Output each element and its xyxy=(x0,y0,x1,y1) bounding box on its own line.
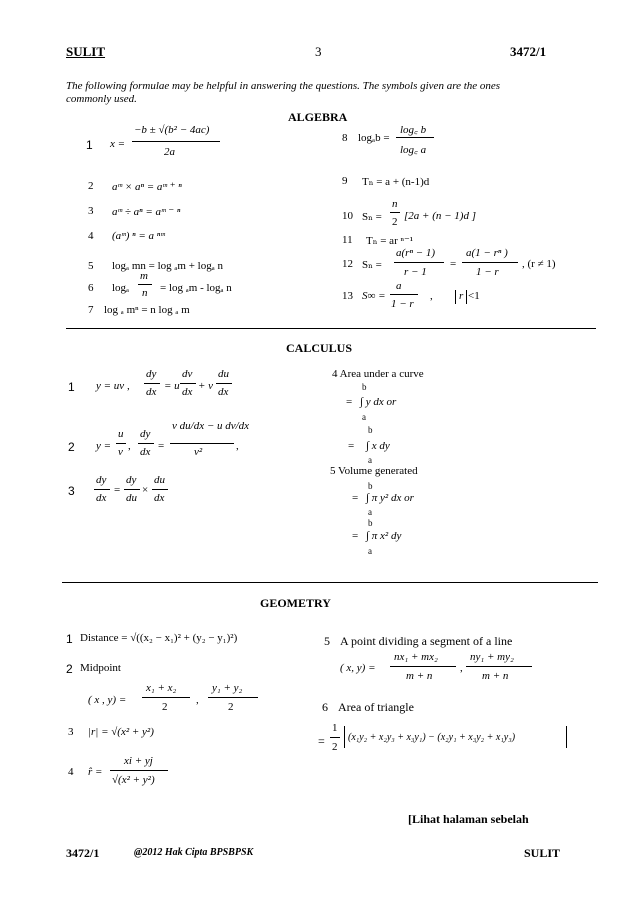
geo-g6-bar xyxy=(330,737,340,738)
calc-c2-bar-3 xyxy=(170,443,234,444)
footer-code: 3472/1 xyxy=(66,846,100,860)
geo-n5: 5 xyxy=(324,634,330,648)
alg-f8-num: log꜀ b xyxy=(400,124,427,136)
geo-g2-den1: 2 xyxy=(162,701,168,713)
calc-c2-v: v xyxy=(118,446,123,458)
calc-c2-dx: dx xyxy=(140,446,151,458)
alg-f11: Tₙ = ar ⁿ⁻¹ xyxy=(366,235,414,247)
geo-g6-abs-right xyxy=(566,726,567,748)
alg-f6-rhs: = log ₐm - logₐ n xyxy=(160,282,232,294)
geo-g5: A point dividing a segment of a line xyxy=(340,634,513,648)
calc-c2-comma2: , xyxy=(236,440,239,452)
alg-f12-lhs: Sₙ = xyxy=(362,259,382,271)
calc-c5-int2: ∫ π x² dy xyxy=(366,530,402,542)
geo-g5-comma: , xyxy=(460,662,463,674)
geo-g4-num: xi + yj xyxy=(124,755,153,767)
alg-f1-fraction-bar xyxy=(132,141,220,142)
geo-g5-den2: m + n xyxy=(482,670,509,682)
alg-f6-num: m xyxy=(140,270,148,282)
calc-c2-bar-1 xyxy=(116,443,126,444)
calc-c4-int2: ∫ x dy xyxy=(366,440,390,452)
header-sulit: SULIT xyxy=(66,44,106,59)
calc-c1-dv: dv xyxy=(182,368,193,380)
calc-n5: 5 Volume generated xyxy=(330,465,418,477)
alg-n6: 6 xyxy=(88,282,94,294)
alg-n10: 10 xyxy=(342,210,353,222)
footer-copyright: @2012 Hak Cipta BPSBPSK xyxy=(134,847,254,858)
alg-n12: 12 xyxy=(342,258,353,270)
alg-f3: aᵐ ÷ aⁿ = aᵐ ⁻ ⁿ xyxy=(112,206,181,218)
alg-n3: 3 xyxy=(88,205,94,217)
intro-line-1: The following formulae may be helpful in answering the questions. The symbols given are the ones xyxy=(66,80,501,92)
calc-c3-dy: dy xyxy=(96,474,107,486)
geo-g2: Midpoint xyxy=(80,662,121,674)
alg-n7: 7 xyxy=(88,304,94,316)
geo-g2-num1: x₁ + x₂ xyxy=(146,682,177,694)
calc-c3-times: × xyxy=(142,484,149,496)
alg-f12-eq: = xyxy=(450,258,457,270)
calc-c3-eq: = xyxy=(114,484,121,496)
alg-f9: Tₙ = a + (n-1)d xyxy=(362,176,430,188)
calc-c1-bar-1 xyxy=(144,383,160,384)
header-code: 3472/1 xyxy=(510,44,547,59)
calc-c5-eq1: = xyxy=(352,492,359,504)
calc-c3-dy2: dy xyxy=(126,474,137,486)
geo-g3: |r| = √(x² + y²) xyxy=(88,726,154,738)
algebra-divider xyxy=(66,328,596,329)
alg-f10-fraction-bar xyxy=(390,212,400,213)
alg-f1-den: 2a xyxy=(164,146,175,158)
alg-f13-den: 1 − r xyxy=(391,298,414,310)
calc-c1-bar-2 xyxy=(180,383,196,384)
calc-c1-dx2: dx xyxy=(182,386,193,398)
calc-c1-dx3: dx xyxy=(218,386,229,398)
geo-g4-den: √(x² + y²) xyxy=(112,774,155,786)
alg-n5: 5 xyxy=(88,260,94,272)
calc-c5-a1: a xyxy=(368,507,372,517)
alg-n11: 11 xyxy=(342,234,353,246)
page-number: 3 xyxy=(315,44,322,59)
geo-g6-eq: = xyxy=(318,734,325,748)
calc-c4-b1: b xyxy=(362,382,367,392)
calc-c1-plus: + v xyxy=(198,380,214,392)
calc-c5-b1: b xyxy=(368,481,373,491)
alg-f4: (aᵐ) ⁿ = a ⁿᵐ xyxy=(112,230,165,242)
alg-f2: aᵐ × aⁿ = aᵐ ⁺ ⁿ xyxy=(112,181,182,193)
calc-c5-int1: ∫ π y² dx or xyxy=(366,492,414,504)
alg-f10-rhs: [2a + (n − 1)d ] xyxy=(404,210,476,222)
calc-c2-y: y = xyxy=(96,440,112,452)
alg-f12-fraction-bar-2 xyxy=(462,262,518,263)
geo-g5-den1: m + n xyxy=(406,670,433,682)
geo-n1: 1 xyxy=(66,632,73,646)
geo-g2-lhs: ( x , y) = xyxy=(88,694,127,706)
calc-c5-b2: b xyxy=(368,518,373,528)
alg-n1: 1 xyxy=(86,138,93,152)
alg-n2: 2 xyxy=(88,180,94,192)
calc-c1-bar-3 xyxy=(216,383,232,384)
alg-f10-num: n xyxy=(392,198,398,210)
geo-n3: 3 xyxy=(68,726,74,738)
alg-n9: 9 xyxy=(342,175,348,187)
calculus-title: CALCULUS xyxy=(286,341,353,355)
calc-c5-a2: a xyxy=(368,546,372,556)
calc-c4-int1: ∫ y dx or xyxy=(360,396,397,408)
alg-f5: logₐ mn = log ₐm + logₐ n xyxy=(112,260,223,272)
calc-c2-dy: dy xyxy=(140,428,151,440)
calc-c2-num: v du/dx − u dv/dx xyxy=(172,420,250,432)
alg-f8-den: log꜀ a xyxy=(400,144,427,156)
geo-g4-bar xyxy=(110,770,168,771)
calc-c1-dy: dy xyxy=(146,368,157,380)
alg-n13: 13 xyxy=(342,290,353,302)
alg-f1-num: −b ± √(b² − 4ac) xyxy=(134,124,210,136)
geo-g6-num: 1 xyxy=(332,722,338,734)
calc-c1-dx: dx xyxy=(146,386,157,398)
alg-f1-x: x = xyxy=(110,138,126,150)
calc-c3-bar-2 xyxy=(124,489,140,490)
calc-c4-b2: b xyxy=(368,425,373,435)
calc-c4-eq1: = xyxy=(346,396,353,408)
calc-c3-du2: du xyxy=(154,474,165,486)
calc-n4: 4 Area under a curve xyxy=(332,368,424,380)
alg-f12-fraction-bar-1 xyxy=(394,262,444,263)
alg-f13-cond-b: r xyxy=(459,290,464,302)
algebra-title: ALGEBRA xyxy=(288,110,348,124)
calc-n1: 1 xyxy=(68,380,75,394)
geo-n2: 2 xyxy=(66,662,73,676)
calc-c3-bar-1 xyxy=(94,489,110,490)
next-page-note: [Lihat halaman sebelah xyxy=(408,812,529,826)
calc-c2-u: u xyxy=(118,428,124,440)
intro-line-2: commonly used. xyxy=(66,93,137,105)
alg-f12-cond: , (r ≠ 1) xyxy=(522,258,556,270)
calc-c4-a2: a xyxy=(368,455,372,465)
geo-n6: 6 xyxy=(322,700,328,714)
alg-f6-lhs: logₐ xyxy=(112,282,130,294)
calc-n2: 2 xyxy=(68,440,75,454)
alg-f6-fraction-bar xyxy=(138,284,152,285)
geo-g5-num1: nx₁ + mx₂ xyxy=(394,651,438,663)
calc-c4-a1: a xyxy=(362,412,366,422)
alg-f12-num2: a(1 − rⁿ ) xyxy=(466,247,508,259)
geo-g2-comma: , xyxy=(196,694,199,706)
alg-n4: 4 xyxy=(88,230,94,242)
alg-f13-cond-c: <1 xyxy=(468,290,480,302)
calc-c1-lhs: y = uv , xyxy=(96,380,130,392)
geo-g2-bar-2 xyxy=(208,697,258,698)
alg-f13-cond-a: , xyxy=(430,290,433,302)
alg-f7: log ₐ mⁿ = n log ₐ m xyxy=(104,304,190,316)
geo-g5-bar-1 xyxy=(390,666,456,667)
alg-f10-den: 2 xyxy=(392,216,398,228)
calc-c5-eq2: = xyxy=(352,530,359,542)
calc-c3-bar-3 xyxy=(152,489,168,490)
geometry-title: GEOMETRY xyxy=(260,596,331,610)
calc-c2-den: v² xyxy=(194,446,203,458)
alg-f6-den: n xyxy=(142,287,148,299)
alg-f12-num1: a(rⁿ − 1) xyxy=(396,247,435,259)
alg-f12-den1: r − 1 xyxy=(404,266,427,278)
geo-g5-num2: ny₁ + my₂ xyxy=(470,651,514,663)
geo-g6-expr: (x₁y₂ + x₂y₃ + x₃y₁) − (x₂y₁ + x₃y₂ + x₁y₃) xyxy=(348,732,516,743)
alg-f8-lhs: logₐb = xyxy=(358,132,390,144)
calc-c3-dx2: dx xyxy=(154,492,165,504)
geo-g2-den2: 2 xyxy=(228,701,234,713)
calc-n3: 3 xyxy=(68,484,75,498)
geo-g5-bar-2 xyxy=(466,666,532,667)
geo-g2-bar-1 xyxy=(142,697,190,698)
alg-n8: 8 xyxy=(342,132,348,144)
calc-c3-du: du xyxy=(126,492,137,504)
alg-f8-fraction-bar xyxy=(396,137,434,138)
calc-c2-bar-2 xyxy=(138,443,154,444)
alg-f13-lhs: S∞ = xyxy=(362,290,386,302)
alg-f13-fraction-bar xyxy=(390,294,418,295)
alg-f13-num: a xyxy=(396,280,402,292)
geo-n4: 4 xyxy=(68,766,74,778)
geo-g6-den: 2 xyxy=(332,741,338,753)
geo-g5-lhs: ( x, y) = xyxy=(340,662,376,674)
alg-f13-abs-left xyxy=(455,290,456,304)
calc-c2-eq: = xyxy=(158,440,165,452)
calc-c1-du: du xyxy=(218,368,229,380)
footer-sulit: SULIT xyxy=(524,846,561,860)
alg-f13-abs-right xyxy=(466,290,467,304)
calc-c1-eq: = u xyxy=(164,380,180,392)
geo-g2-num2: y₁ + y₂ xyxy=(212,682,243,694)
geo-g6-abs-left xyxy=(344,726,345,748)
calc-c2-comma: , xyxy=(128,440,131,452)
calc-c4-eq2: = xyxy=(348,440,355,452)
geo-g6: Area of triangle xyxy=(338,700,414,714)
calculus-divider xyxy=(62,582,598,583)
alg-f10-lhs: Sₙ = xyxy=(362,211,382,223)
geo-g1: Distance = √((x₂ − x₁)² + (y₂ − y₁)²) xyxy=(80,632,238,644)
calc-c3-dx: dx xyxy=(96,492,107,504)
alg-f12-den2: 1 − r xyxy=(476,266,499,278)
geo-g4-lhs: r̂ = xyxy=(88,766,103,778)
